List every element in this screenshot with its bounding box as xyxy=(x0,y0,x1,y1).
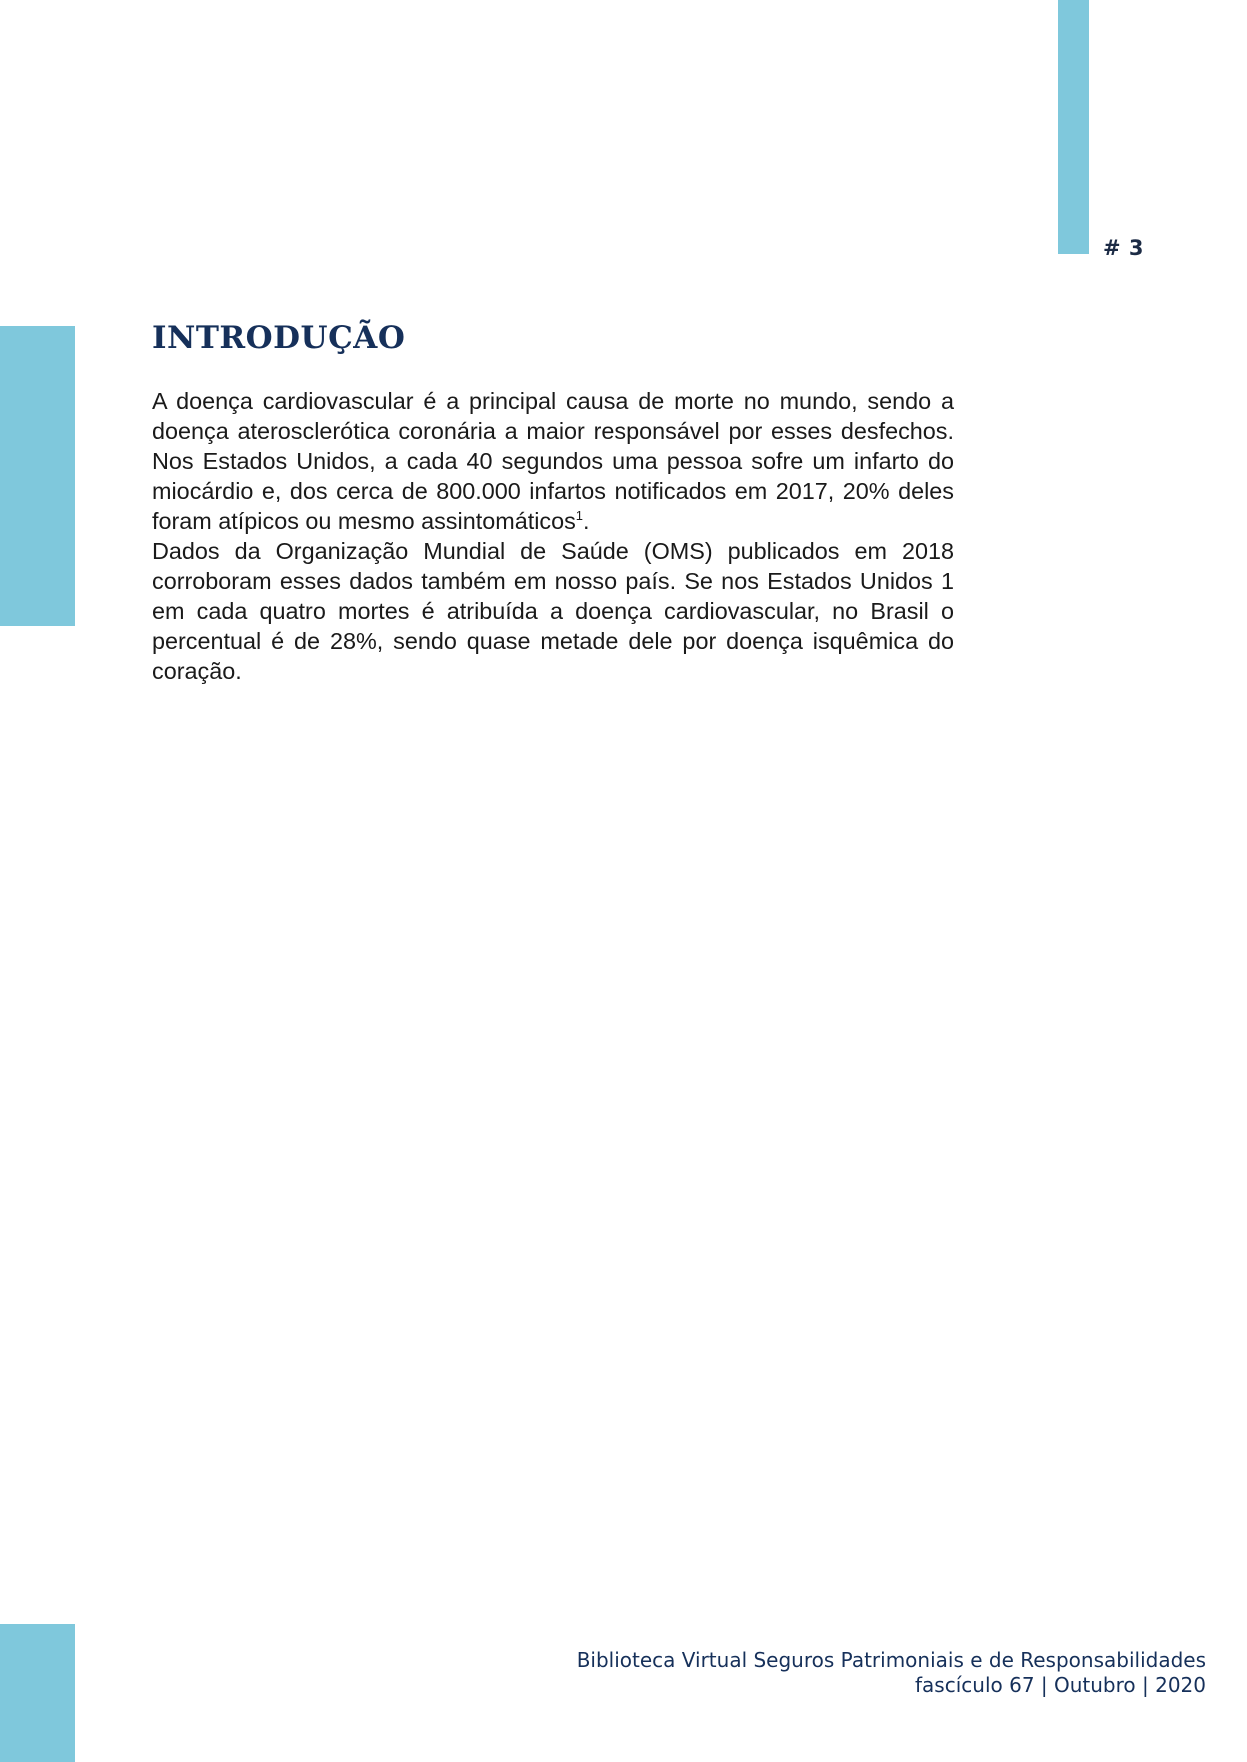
footnote-ref-1: 1 xyxy=(575,508,584,523)
page-number: # 3 xyxy=(1103,236,1145,260)
accent-bar-left-middle xyxy=(0,326,75,626)
footer-publication: Biblioteca Virtual Seguros Patrimoniais e de Responsabilidades xyxy=(576,1648,1206,1672)
paragraph-1 xyxy=(152,386,954,536)
accent-bar-top-right xyxy=(1058,0,1089,254)
body-text xyxy=(152,386,954,686)
section-title: INTRODUÇÃO xyxy=(152,320,406,356)
footer-issue: fascículo 67 | Outubro | 2020 xyxy=(915,1673,1206,1697)
footer xyxy=(577,1648,1206,1698)
paragraph-1-end: . xyxy=(583,508,590,534)
paragraph-1-text: A doença cardiovascular é a principal causa de morte no mundo, sendo a doença aterosclerótica coronária a maior responsável por esses desfechos. Nos Estados Unidos, a cada 40 segundos uma pessoa sofre um infarto do miocárdio e, dos cerca de 800.000 infartos notificados em 2017, 20% deles foram atípicos ou mesmo assintomáticos xyxy=(152,388,954,534)
accent-bar-left-bottom xyxy=(0,1624,75,1762)
paragraph-2: Dados da Organização Mundial de Saúde (OMS) publicados em 2018 corroboram esses dados também em nosso país. Se nos Estados Unidos 1 em cada quatro mortes é atribuída a doença cardiovascular, no Brasil o percentual é de 28%, sendo quase metade dele por doença isquêmica do coração. xyxy=(152,538,954,684)
